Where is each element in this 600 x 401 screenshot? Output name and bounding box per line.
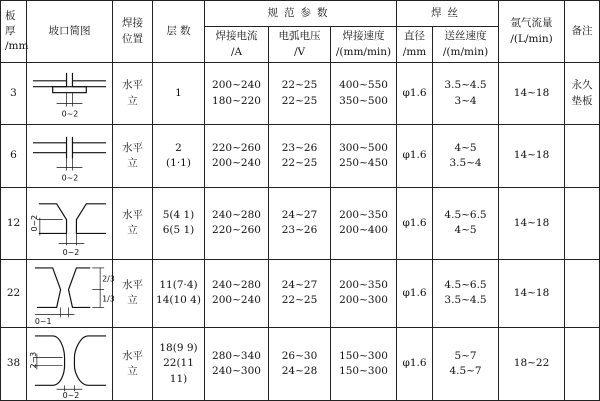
- cell-diameter: φ1.6: [397, 259, 433, 327]
- table-row: [1, 187, 600, 259]
- table-row: [1, 327, 600, 400]
- cell-position: 水平 立: [113, 259, 153, 327]
- groove-sketch-square-butt: [27, 125, 113, 187]
- cell-speed: 300~500 250~450: [331, 125, 397, 187]
- table-row: [1, 63, 600, 125]
- header-note: 备注: [565, 1, 600, 63]
- header-layers: 层 数: [153, 1, 205, 63]
- header-thickness: 板厚 /mm: [1, 1, 27, 63]
- cell-thickness: 6: [1, 125, 27, 187]
- sketch-gap-label: 0~2: [62, 391, 80, 401]
- cell-feed: 5~7 4.5~7: [433, 327, 499, 400]
- cell-position: 水平 立: [113, 327, 153, 400]
- cell-note: [565, 125, 600, 187]
- cell-position: 水平 立: [113, 125, 153, 187]
- header-wire-group: 焊丝: [397, 1, 499, 27]
- cell-layers: 1: [153, 63, 205, 125]
- header-voltage: 电弧电压 /V: [269, 27, 331, 63]
- cell-note: [565, 187, 600, 259]
- header-spec-group: 规范参数: [205, 1, 397, 27]
- header-groove-sketch: 坡口简图: [27, 1, 113, 63]
- cell-position: 水平 立: [113, 187, 153, 259]
- cell-note: [565, 327, 600, 400]
- header-position: 焊接 位置: [113, 1, 153, 63]
- cell-speed: 200~350 200~300: [331, 259, 397, 327]
- cell-speed: 200~350 200~400: [331, 187, 397, 259]
- cell-feed: 3.5~4.5 3~4: [433, 63, 499, 125]
- cell-thickness: 12: [1, 187, 27, 259]
- cell-current: 240~280 200~240: [205, 259, 269, 327]
- groove-sketch-square-backing: [27, 63, 113, 125]
- cell-speed: 150~300 150~300: [331, 327, 397, 400]
- groove-sketch-double-v: [27, 259, 113, 327]
- table-row: [1, 259, 600, 327]
- header-feed: 送丝速度 /(m/min): [433, 27, 499, 63]
- cell-layers: 11(7·4) 14(10 4): [153, 259, 205, 327]
- cell-voltage: 24~27 22~25: [269, 259, 331, 327]
- header-gas-flow: 氩气流量 /(L/min): [499, 1, 565, 63]
- cell-note: [565, 259, 600, 327]
- cell-speed: 400~550 350~500: [331, 63, 397, 125]
- cell-feed: 4.5~6.5 4~5: [433, 187, 499, 259]
- header-current: 焊接电流 /A: [205, 27, 269, 63]
- sketch-root-label: 0~2: [29, 214, 39, 232]
- cell-gas: 18~22: [499, 327, 565, 400]
- cell-layers: 18(9 9) 22(11 11): [153, 327, 205, 400]
- cell-current: 240~280 220~260: [205, 187, 269, 259]
- cell-gas: 14~18: [499, 259, 565, 327]
- cell-gas: 14~18: [499, 63, 565, 125]
- cell-diameter: φ1.6: [397, 125, 433, 187]
- cell-voltage: 23~26 22~25: [269, 125, 331, 187]
- sketch-gap-label: 0~2: [62, 247, 80, 257]
- sketch-gap-label: 0~2: [61, 173, 79, 183]
- cell-note: 永久 垫板: [565, 63, 600, 125]
- header-diameter: 直径 /mm: [397, 27, 433, 63]
- groove-sketch-single-v: [27, 187, 113, 259]
- cell-gas: 14~18: [499, 187, 565, 259]
- cell-feed: 4~5 3.5~4: [433, 125, 499, 187]
- cell-voltage: 26~30 24~28: [269, 327, 331, 400]
- table-row: [1, 125, 600, 187]
- cell-current: 200~240 180~220: [205, 63, 269, 125]
- cell-thickness: 22: [1, 259, 27, 327]
- sketch-lower-label: 1/3: [102, 294, 115, 304]
- cell-diameter: φ1.6: [397, 327, 433, 400]
- sketch-gap-label: 0~1: [34, 316, 52, 326]
- cell-thickness: 38: [1, 327, 27, 400]
- groove-sketch-double-u: [27, 327, 113, 400]
- cell-voltage: 24~27 23~26: [269, 187, 331, 259]
- cell-position: 水平 立: [113, 63, 153, 125]
- cell-diameter: φ1.6: [397, 63, 433, 125]
- cell-layers: 5(4 1) 6(5 1): [153, 187, 205, 259]
- sketch-gap-label: 0~2: [61, 109, 79, 119]
- sketch-upper-label: 2/3: [102, 274, 115, 284]
- cell-voltage: 22~25 22~25: [269, 63, 331, 125]
- cell-current: 280~340 240~300: [205, 327, 269, 400]
- header-speed: 焊接速度 /(mm/min): [331, 27, 397, 63]
- cell-diameter: φ1.6: [397, 187, 433, 259]
- cell-feed: 4.5~6.5 3.5~4.5: [433, 259, 499, 327]
- cell-layers: 2 (1·1): [153, 125, 205, 187]
- cell-current: 220~260 200~240: [205, 125, 269, 187]
- sketch-root-label: 2~3: [28, 351, 38, 369]
- cell-gas: 14~18: [499, 125, 565, 187]
- cell-thickness: 3: [1, 63, 27, 125]
